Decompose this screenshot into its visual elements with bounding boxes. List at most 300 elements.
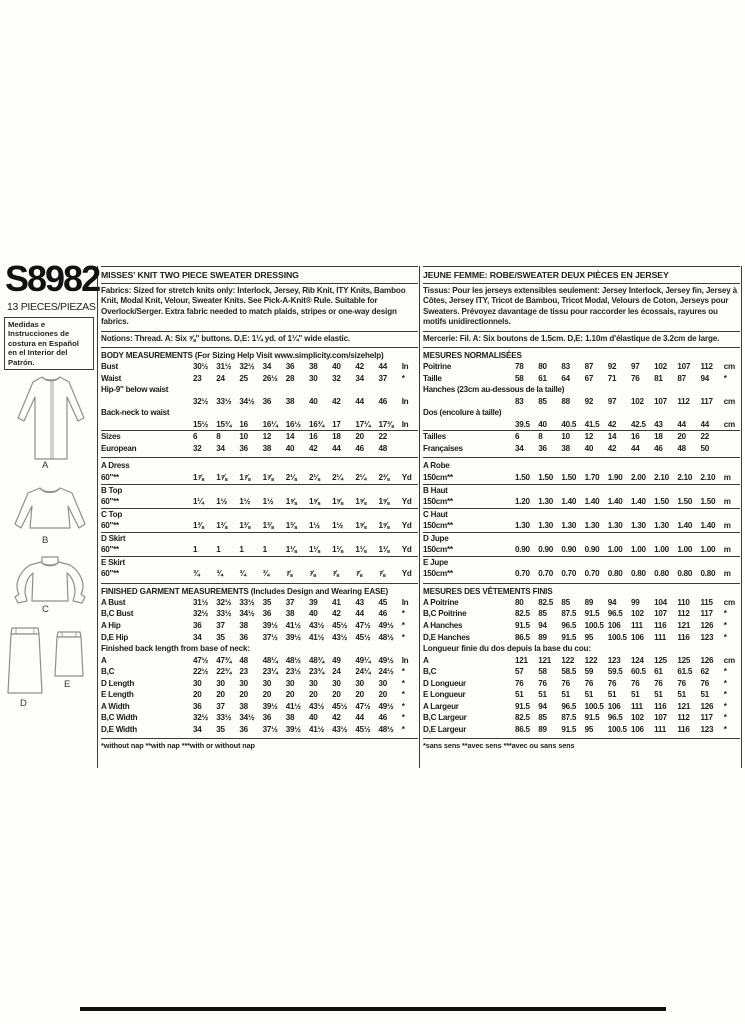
- cell-value: 87.5: [561, 713, 577, 723]
- cell-value: 116: [677, 632, 690, 642]
- cell-value: 51: [677, 690, 686, 700]
- table-row: [423, 508, 740, 532]
- cell-value: 20: [355, 432, 364, 442]
- english-column: [101, 266, 418, 751]
- unit-cell: *: [723, 678, 727, 688]
- cell-value: 1.40: [561, 497, 577, 507]
- row-label: 150cm**: [423, 497, 453, 507]
- cell-value: 86.5: [515, 632, 530, 642]
- cell-value: 36: [239, 724, 248, 734]
- cell-value: 1.40: [630, 497, 646, 507]
- row-label: A Largeur: [423, 701, 459, 711]
- cell-value: 40: [584, 443, 594, 453]
- cell-value: 87.5: [561, 609, 577, 619]
- cell-value: 16¼: [262, 419, 278, 429]
- cell-value: ⅞: [285, 569, 293, 579]
- cell-value: 46: [355, 443, 364, 453]
- row-label: A Robe: [423, 461, 450, 471]
- cell-value: 23: [239, 667, 248, 677]
- cell-value: 41½: [285, 620, 301, 630]
- cell-value: 24: [216, 373, 225, 383]
- table-row: [101, 407, 418, 430]
- cell-value: 1.00: [677, 545, 693, 555]
- cell-value: 16¾: [308, 419, 324, 429]
- cell-value: 1⅜: [216, 521, 227, 531]
- cell-value: 36: [262, 396, 272, 406]
- cell-value: 1.30: [654, 521, 669, 531]
- cell-value: 20: [332, 690, 341, 700]
- cell-value: 34½: [239, 713, 255, 723]
- cell-value: 23¼: [262, 667, 278, 677]
- table-row: [423, 373, 740, 385]
- footer-black-bar: [80, 1007, 666, 1011]
- row-label: [423, 419, 515, 431]
- cell-value: 76: [677, 678, 686, 688]
- cell-value: 1⅛: [355, 545, 367, 555]
- cell-value: 37: [216, 620, 225, 630]
- cell-value: 126: [700, 620, 714, 630]
- cell-value: 37½: [262, 724, 278, 734]
- cell-value: 1.40: [584, 497, 600, 507]
- row-label: A Dress: [101, 461, 130, 471]
- row-label: 60"**: [101, 472, 119, 482]
- row-label: Taille: [423, 373, 442, 383]
- cell-value: 112: [677, 609, 690, 619]
- cell-value: 1⅛: [332, 545, 343, 555]
- cell-value: 1¼: [193, 497, 204, 507]
- cell-value: 122: [561, 655, 575, 665]
- cell-value: 76: [584, 678, 594, 688]
- unit-cell: *: [401, 373, 405, 383]
- unit-cell: In: [401, 362, 409, 372]
- cell-value: 51: [515, 690, 524, 700]
- cell-value: 61: [538, 373, 547, 383]
- cell-value: 34: [355, 373, 364, 383]
- cell-value: 36: [193, 701, 202, 711]
- cell-value: 20: [285, 690, 295, 700]
- cell-value: 76: [515, 678, 524, 688]
- table-row: [101, 556, 418, 580]
- cell-value: 1.50: [677, 497, 693, 507]
- cell-value: 34: [193, 632, 202, 642]
- cell-value: 43½: [332, 632, 348, 642]
- cell-value: 91.5: [561, 632, 577, 642]
- cell-value: 36: [262, 609, 272, 619]
- fabrics-label: Fabrics:: [101, 286, 132, 295]
- cell-value: 1½: [239, 497, 251, 507]
- unit-cell: Yd: [401, 545, 412, 555]
- cell-value: 1⅛: [308, 545, 320, 555]
- table-row: [101, 632, 418, 644]
- cell-value: 24½: [378, 667, 394, 677]
- cell-value: 8: [538, 432, 543, 442]
- cell-value: 96.5: [607, 713, 623, 723]
- row-label: A Poitrine: [423, 597, 459, 607]
- english-title: MISSES' KNIT TWO PIECE SWEATER DRESSING: [101, 266, 418, 284]
- cell-value: 112: [700, 362, 713, 372]
- cell-value: 16: [239, 419, 248, 429]
- cell-value: 58: [538, 667, 547, 677]
- cell-value: 89: [538, 724, 547, 734]
- cell-value: 59: [584, 667, 594, 677]
- cell-value: 37½: [262, 632, 278, 642]
- cell-value: 1.30: [630, 521, 646, 531]
- row-label: B,C Poitrine: [423, 609, 467, 619]
- table-row: [101, 384, 418, 407]
- cell-value: 45½: [355, 724, 371, 734]
- cell-value: 80: [515, 597, 524, 607]
- cell-value: 20: [677, 432, 686, 442]
- cell-value: 15½: [193, 419, 209, 429]
- cell-value: 44: [378, 362, 388, 372]
- cell-value: 1⅝: [378, 521, 390, 531]
- table-row: [423, 724, 740, 736]
- cell-value: 67: [584, 373, 594, 383]
- row-label: A Hanches: [423, 620, 463, 630]
- english-footnote: *without nap **with nap ***with or without nap: [101, 741, 255, 751]
- cell-value: 1½: [332, 521, 343, 531]
- cell-value: 94: [538, 701, 547, 711]
- unit-cell: [402, 443, 418, 455]
- cell-value: 33½: [216, 609, 232, 619]
- cell-value: 35: [216, 724, 225, 734]
- unit-cell: m: [723, 497, 731, 507]
- row-label: D Longueur: [423, 678, 466, 688]
- table-row: [101, 484, 418, 508]
- row-label: Back-neck to waist: [101, 408, 170, 418]
- cell-value: 38: [285, 396, 295, 406]
- cell-value: 2⅜: [378, 472, 390, 482]
- cell-value: 1.50: [538, 472, 553, 482]
- cell-value: 1.50: [561, 472, 577, 482]
- cell-value: 23¾: [308, 667, 324, 677]
- row-label: D,E Hanches: [423, 632, 470, 642]
- cell-value: 34½: [239, 396, 255, 406]
- cell-value: 0.80: [607, 569, 623, 579]
- cell-value: 121: [538, 655, 551, 665]
- cell-value: 22½: [193, 667, 209, 677]
- table-row: [423, 556, 740, 580]
- row-label: Waist: [101, 373, 122, 383]
- cell-value: 85: [561, 597, 570, 607]
- table-row: [101, 460, 418, 483]
- row-label: 150cm**: [423, 545, 453, 555]
- cell-value: ⅞: [378, 569, 386, 579]
- cell-value: 51: [630, 690, 640, 700]
- cell-value: 95: [584, 724, 594, 734]
- cell-value: 17: [332, 419, 341, 429]
- cell-value: 10: [239, 432, 248, 442]
- cell-value: 60.5: [630, 667, 646, 677]
- cell-value: 23: [193, 373, 202, 383]
- row-label: 60"**: [101, 545, 119, 555]
- cell-value: 97: [630, 362, 640, 372]
- row-label: Sizes: [101, 432, 121, 442]
- notions-label: Notions:: [101, 333, 133, 343]
- cell-value: 16½: [285, 419, 301, 429]
- table-row: [423, 443, 740, 455]
- cell-value: 126: [700, 655, 714, 665]
- table-row: [423, 361, 740, 373]
- cell-value: 0.80: [630, 569, 646, 579]
- cell-value: 45½: [332, 620, 348, 630]
- unit-cell: Yd: [401, 497, 412, 507]
- cell-value: 62: [700, 667, 710, 677]
- table-row: [101, 532, 418, 556]
- cell-value: 23½: [285, 667, 301, 677]
- cell-value: 122: [584, 655, 598, 665]
- cell-value: 30½: [193, 362, 209, 372]
- view-a-dress-illustration: [12, 374, 90, 464]
- row-label: C Haut: [423, 509, 448, 519]
- row-label: 150cm**: [423, 521, 453, 531]
- table-row: [101, 508, 418, 532]
- cell-value: 58.5: [561, 667, 577, 677]
- cell-value: 45: [378, 597, 388, 607]
- cell-value: 16: [308, 432, 318, 442]
- cell-value: 76: [654, 678, 663, 688]
- cell-value: 82.5: [515, 609, 530, 619]
- french-column: [423, 266, 740, 751]
- cell-value: 1.30: [561, 521, 577, 531]
- cell-value: 100.5: [607, 632, 627, 642]
- cell-value: 20: [239, 690, 248, 700]
- cell-value: 41½: [308, 724, 324, 734]
- cell-value: 83: [515, 396, 524, 406]
- cell-value: 39½: [285, 724, 301, 734]
- mercerie-text: Fil. A: Six boutons de 1.5cm. D,E: 1.10m d'élastique de 3.2cm de large.: [457, 333, 720, 343]
- cell-value: 24¼: [355, 667, 371, 677]
- cell-value: 83: [561, 362, 570, 372]
- cell-value: 32: [193, 443, 202, 453]
- cell-value: 34: [216, 443, 225, 453]
- cell-value: 76: [538, 678, 547, 688]
- unit-cell: *: [401, 724, 405, 734]
- cell-value: 125: [677, 655, 691, 665]
- row-label: B,C Bust: [101, 609, 134, 619]
- cell-value: 124: [630, 655, 644, 665]
- unit-cell: In: [401, 419, 409, 429]
- unit-cell: m: [723, 521, 731, 531]
- cell-value: 1⅞: [262, 472, 274, 482]
- unit-cell: *: [723, 701, 727, 711]
- cell-value: 0.90: [561, 545, 577, 555]
- fabrics-text: Sized for stretch knits only: Interlock, Jersey, Rib Knit, ITY Knits, Bamboo Knit, Modal Knit, Velour, Sweater Knits. See Pick-A-Knit® Rule. Suitable for Overlock/Serger. Extra fabric needed to match plaids, stripes or one-way design fabrics.: [101, 286, 406, 327]
- cell-value: 30: [308, 678, 318, 688]
- cell-value: 81: [654, 373, 663, 383]
- cell-value: 22: [378, 432, 388, 442]
- row-label: D,E Hip: [101, 632, 129, 642]
- cell-value: 22: [700, 432, 710, 442]
- cell-value: 0.80: [677, 569, 693, 579]
- cell-value: 0.70: [538, 569, 553, 579]
- cell-value: 39½: [285, 632, 301, 642]
- unit-cell: cm: [723, 362, 735, 372]
- cell-value: 34: [193, 724, 202, 734]
- cell-value: 22¾: [216, 667, 232, 677]
- cell-value: 1⅞: [193, 472, 204, 482]
- cell-value: 86.5: [515, 724, 530, 734]
- cell-value: 100.5: [584, 620, 604, 630]
- table-row: [423, 689, 740, 701]
- cell-value: 49½: [378, 655, 394, 665]
- table-row: [423, 384, 740, 407]
- row-label: C Top: [101, 509, 123, 519]
- cell-value: 48½: [378, 632, 394, 642]
- unit-cell: m: [723, 472, 731, 482]
- cell-value: 116: [654, 620, 667, 630]
- cell-value: 106: [607, 620, 621, 630]
- row-label: 150cm**: [423, 472, 453, 482]
- row-label: 150cm**: [423, 569, 453, 579]
- french-body-measurements-section: [423, 348, 740, 458]
- table-row: [423, 678, 740, 690]
- english-notions-paragraph: [101, 332, 418, 348]
- table-row: [101, 678, 418, 690]
- cell-value: 110: [677, 597, 690, 607]
- unit-cell: cm: [723, 419, 735, 429]
- unit-cell: *: [401, 620, 405, 630]
- cell-value: 20: [216, 690, 225, 700]
- view-d-skirt-illustration: [6, 626, 44, 696]
- cell-value: 39½: [262, 701, 278, 711]
- cell-value: 80: [538, 362, 547, 372]
- cell-value: 51: [607, 690, 617, 700]
- row-label: [423, 396, 515, 408]
- cell-value: 39.5: [515, 419, 530, 429]
- table-row: [101, 701, 418, 713]
- cell-value: 46: [378, 609, 388, 619]
- cell-value: 117: [700, 396, 713, 406]
- notions-text: Thread. A: Six ⅝" buttons. D,E: 1¼ yd. of 1¼" wide elastic.: [132, 333, 351, 343]
- row-label: D Skirt: [101, 533, 126, 543]
- cell-value: 1.40: [607, 497, 623, 507]
- cell-value: 44: [700, 419, 710, 429]
- cell-value: 64: [561, 373, 570, 383]
- body-measurements-table-en: [101, 361, 418, 454]
- cell-value: 1.00: [654, 545, 669, 555]
- cell-value: 97: [607, 396, 617, 406]
- cell-value: 36: [239, 443, 248, 453]
- cell-value: 85: [538, 713, 547, 723]
- unit-cell: cm: [723, 597, 735, 607]
- table-row: [423, 430, 740, 443]
- cell-value: 1.50: [515, 472, 530, 482]
- cell-value: 16: [630, 432, 640, 442]
- cell-value: 38: [262, 443, 272, 453]
- french-notions-paragraph: [423, 332, 740, 348]
- cell-value: 32½: [193, 396, 209, 406]
- cell-value: 44: [355, 396, 364, 406]
- row-label: D,E Largeur: [423, 724, 467, 734]
- pattern-number: S8982: [5, 258, 100, 299]
- yardage-table-fr: [423, 460, 740, 579]
- cell-value: 94: [538, 620, 547, 630]
- cell-value: 96.5: [561, 701, 577, 711]
- cell-value: 1: [193, 545, 198, 555]
- cell-value: 40: [538, 419, 547, 429]
- cell-value: 115: [700, 597, 713, 607]
- row-label: Finished back length from base of neck:: [101, 644, 250, 654]
- cell-value: 112: [677, 396, 690, 406]
- cell-value: 111: [654, 632, 666, 642]
- view-e-label: E: [64, 679, 71, 690]
- row-label: A: [101, 655, 107, 665]
- cell-value: 28: [285, 373, 295, 383]
- cell-value: 0.70: [515, 569, 530, 579]
- cell-value: 1⅜: [193, 521, 204, 531]
- cell-value: 36: [538, 443, 547, 453]
- cell-value: 42: [308, 443, 318, 453]
- cell-value: ⅞: [332, 569, 339, 579]
- table-row: [423, 484, 740, 508]
- table-row: [101, 597, 418, 609]
- cell-value: 17⅜: [378, 419, 394, 429]
- cell-value: 111: [630, 620, 643, 630]
- cell-value: 121: [677, 620, 691, 630]
- row-label: A Width: [101, 701, 130, 711]
- unit-cell: [724, 431, 740, 443]
- cell-value: 107: [654, 609, 667, 619]
- cell-value: 1½: [262, 497, 274, 507]
- cell-value: 2⅛: [308, 472, 320, 482]
- row-label: Tailles: [423, 432, 446, 442]
- cell-value: 39½: [262, 620, 278, 630]
- cell-value: 102: [630, 396, 644, 406]
- cell-value: 1: [239, 545, 244, 555]
- row-label: Bust: [101, 362, 118, 372]
- cell-value: 96.5: [607, 609, 623, 619]
- cell-value: 30: [308, 373, 318, 383]
- cell-value: 36: [193, 620, 202, 630]
- cell-value: 38: [561, 443, 570, 453]
- cell-value: 1⅝: [308, 497, 320, 507]
- cell-value: 107: [654, 713, 667, 723]
- table-row: [423, 608, 740, 620]
- cell-value: 92: [607, 362, 617, 372]
- cell-value: 1⅝: [332, 497, 343, 507]
- cell-value: 1⅝: [378, 497, 390, 507]
- cell-value: 30: [262, 678, 272, 688]
- finished-table-fr: [423, 597, 740, 736]
- cell-value: 51: [700, 690, 710, 700]
- cell-value: 51: [538, 690, 547, 700]
- cell-value: 0.90: [584, 545, 600, 555]
- finished-table-en: [101, 597, 418, 736]
- row-label: [101, 419, 193, 431]
- table-row: [423, 712, 740, 724]
- cell-value: 116: [677, 724, 690, 734]
- row-label: D,E Width: [101, 724, 137, 734]
- body-measurements-header: BODY MEASUREMENTS (For Sizing Help Visit www.simplicity.com/sizehelp): [101, 351, 384, 361]
- cell-value: 6: [515, 432, 520, 442]
- cell-value: 43½: [308, 620, 324, 630]
- cell-value: 36: [285, 362, 295, 372]
- cell-value: 30: [355, 678, 364, 688]
- table-row: [423, 407, 740, 430]
- cell-value: 40: [332, 362, 341, 372]
- unit-cell: *: [401, 678, 405, 688]
- cell-value: 89: [584, 597, 594, 607]
- cell-value: 14: [607, 432, 617, 442]
- cell-value: 10: [561, 432, 570, 442]
- cell-value: 91.5: [515, 620, 530, 630]
- row-label: D Length: [101, 678, 135, 688]
- unit-cell: *: [723, 632, 727, 642]
- cell-value: 18: [332, 432, 341, 442]
- tissus-label: Tissus:: [423, 286, 451, 295]
- unit-cell: *: [401, 667, 405, 677]
